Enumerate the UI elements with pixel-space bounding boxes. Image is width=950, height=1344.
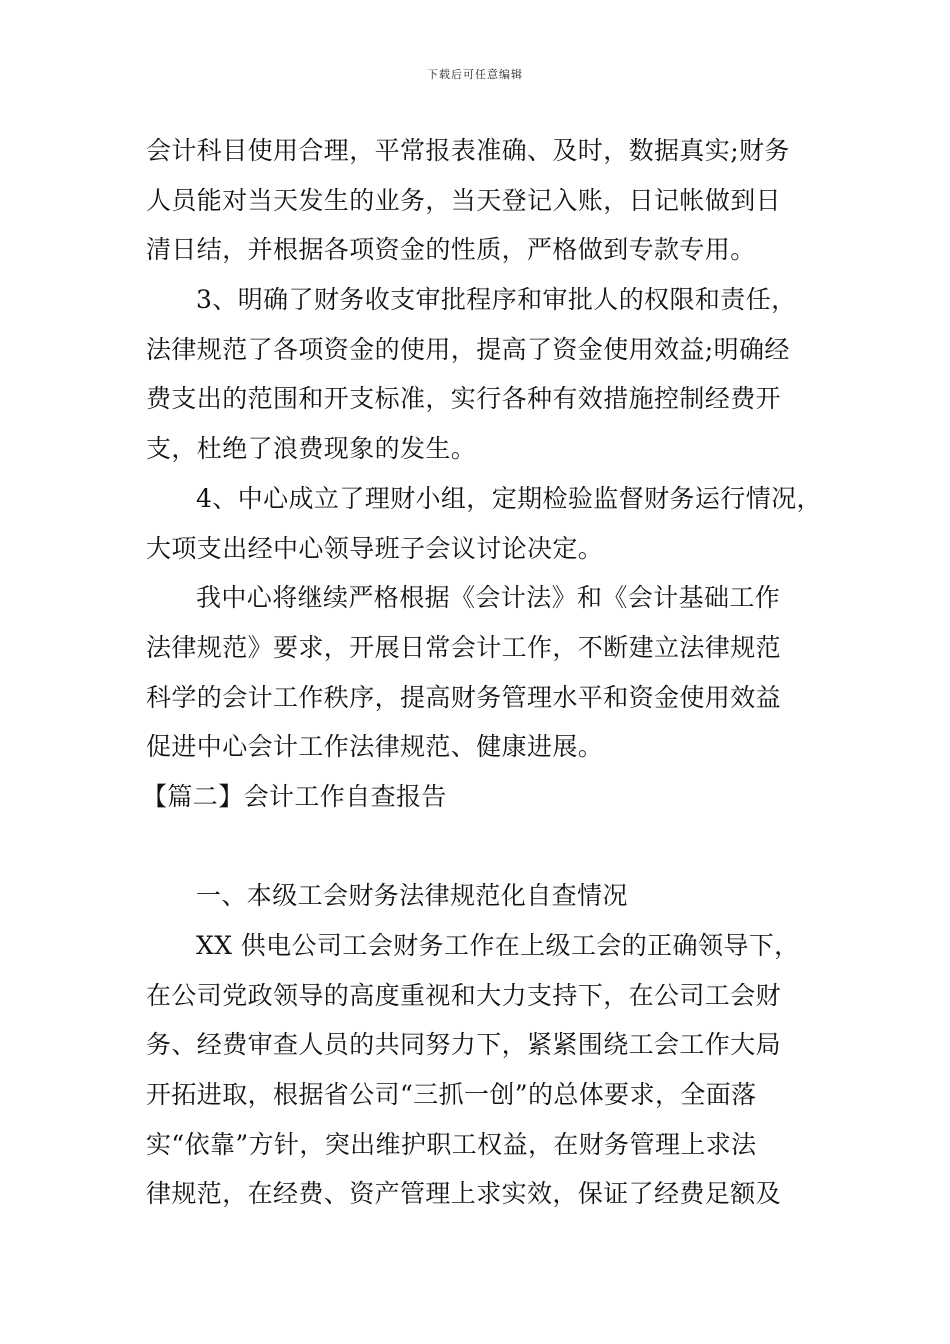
document-body bbox=[142, 126, 836, 1219]
body-text-line: 实“依靠”方针，突出维护职工权益，在财务管理上求法 bbox=[146, 1129, 757, 1159]
page-header: 下载后可任意编辑 bbox=[427, 68, 523, 81]
body-text-line: 大项支出经中心领导班子会议讨论决定。 bbox=[146, 533, 604, 563]
body-text-line: 在公司党政领导的高度重视和大力支持下，在公司工会财 bbox=[146, 980, 782, 1010]
blank-line bbox=[146, 822, 836, 872]
body-text-line: 支，杜绝了浪费现象的发生。 bbox=[146, 434, 477, 464]
body-text-line: 务、经费审查人员的共同努力下，紧紧围绕工会工作大局 bbox=[146, 1030, 782, 1060]
paragraph-start-line: 3、明确了财务收支审批程序和审批人的权限和责任， bbox=[196, 285, 797, 315]
body-text-line: 开拓进取，根据省公司“三抓一创”的总体要求，全面落 bbox=[146, 1080, 757, 1110]
body-text-line: 法律规范了各项资金的使用，提高了资金使用效益;明确经 bbox=[146, 334, 790, 364]
paragraph-start-line: 我中心将继续严格根据《会计法》和《会计基础工作 bbox=[196, 583, 781, 613]
paragraph-start-line: 4、中心成立了理财小组，定期检验监督财务运行情况， bbox=[196, 483, 822, 513]
body-text-line: 科学的会计工作秩序，提高财务管理水平和资金使用效益 bbox=[146, 682, 782, 712]
section-heading: 【篇二】会计工作自查报告 bbox=[142, 781, 447, 811]
body-text-line: 会计科目使用合理，平常报表准确、及时，数据真实;财务 bbox=[146, 136, 790, 165]
body-text-line: 促进中心会计工作法律规范、健康进展。 bbox=[146, 732, 604, 762]
subsection-heading: 一、本级工会财务法律规范化自查情况 bbox=[196, 881, 628, 911]
paragraph-start-line: XX 供电公司工会财务工作在上级工会的正确领导下， bbox=[196, 931, 800, 960]
body-text-line: 法律规范》要求，开展日常会计工作，不断建立法律规范 bbox=[146, 632, 782, 662]
body-text-line: 清日结，并根据各项资金的性质，严格做到专款专用。 bbox=[146, 235, 756, 265]
body-text-line: 人员能对当天发生的业务，当天登记入账，日记帐做到日 bbox=[146, 185, 782, 215]
body-text-line: 费支出的范围和开支标准，实行各种有效措施控制经费开 bbox=[146, 384, 782, 414]
body-text-line: 律规范，在经费、资产管理上求实效，保证了经费足额及 bbox=[146, 1179, 782, 1209]
